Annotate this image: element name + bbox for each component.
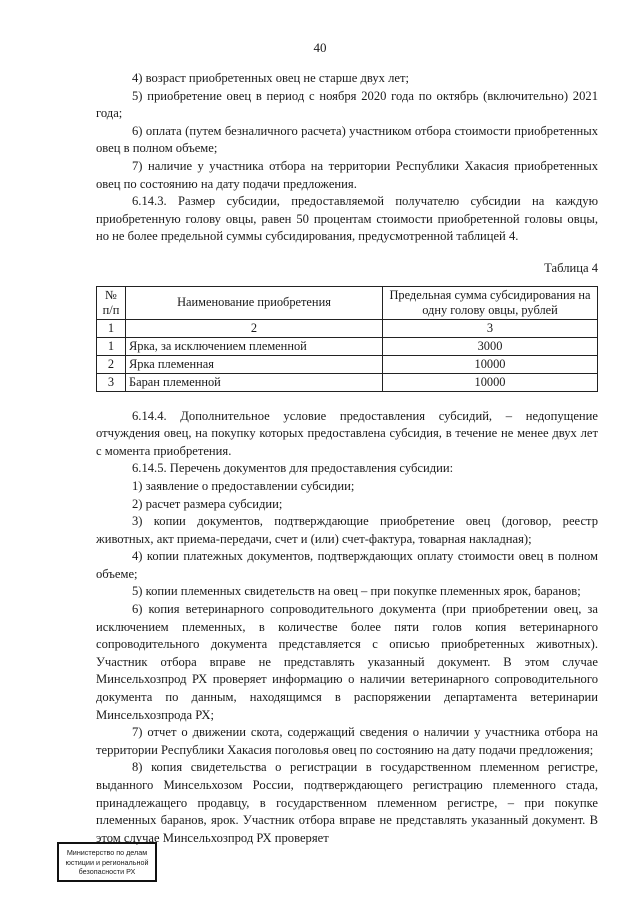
table-cell: Ярка племенная — [126, 355, 383, 373]
stamp-line: юстиции и региональной — [65, 857, 149, 867]
header-number: № п/п — [97, 286, 126, 319]
table-cell: Баран племенной — [126, 373, 383, 391]
paragraph: 6) копия ветеринарного сопроводительного документа (при приобретении овец, за исключением племенных, в количестве более пяти голов копия ветеринарного сопроводительного документа представляется с описью приобретенных животных). Участник отбора вправе не представлять указанный документ. В этом случае Минсельхозпрод РХ проверяет информацию о наличии ветеринарного сопроводительного документа по данным, находящимся в распоряжении департамента ветеринарии Минсельхозпрода РХ; — [96, 602, 598, 722]
paragraph: 5) приобретение овец в период с ноября 2020 года по октябрь (включительно) 2021 года; — [96, 88, 598, 121]
paragraph: 7) отчет о движении скота, содержащий сведения о наличии у участника отбора на территории Республики Хакасия поголовья овец по состоянию на дату подачи предложения; — [96, 725, 598, 757]
paragraph: 4) копии платежных документов, подтверждающих оплату стоимости овец в полном объеме; — [96, 549, 598, 581]
table-cell: 3 — [383, 319, 598, 337]
paragraph: 3) копии документов, подтверждающие приобретение овец (договор, реестр животных, акт приема-передачи, счет и (или) счет-фактура, товарная накладная); — [96, 514, 598, 546]
paragraph: 6.14.3. Размер субсидии, предоставляемой получателю субсидии на каждую приобретенную голову овцы, равен 50 процентам стоимости приобретенной головы овцы, но не более предельной суммы субсидирования, предусмотренной таблицей 4. — [96, 194, 598, 244]
document-body — [96, 70, 598, 847]
table-row — [97, 373, 598, 391]
paragraph: 4) возраст приобретенных овец не старше двух лет; — [132, 71, 409, 85]
table-cell: 2 — [126, 319, 383, 337]
table-header-row — [97, 286, 598, 319]
ministry-stamp — [57, 842, 157, 882]
stamp-line: Министерство по делам — [66, 848, 148, 857]
page-number: 40 — [313, 40, 327, 55]
stamp-line: безопасности РХ — [78, 867, 136, 877]
paragraph: 7) наличие у участника отбора на территории Республики Хакасия приобретенных овец по состоянию на дату подачи предложения. — [96, 158, 598, 191]
subsidy-table — [96, 286, 598, 392]
table-cell: 1 — [97, 319, 126, 337]
paragraph: 6.14.4. Дополнительное условие предоставления субсидий, – недопущение отчуждения овец, на покупку которых предоставлена субсидия, в течение не менее двух лет с момента приобретения. — [96, 408, 598, 458]
table-cell: 1 — [97, 337, 126, 355]
paragraph: 5) копии племенных свидетельств на овец – при покупке племенных ярок, баранов; — [132, 584, 581, 599]
table-row — [97, 355, 598, 373]
paragraph: 6) оплата (путем безналичного расчета) участником отбора стоимости приобретенных овец в полном объеме; — [96, 123, 598, 156]
table-row — [97, 337, 598, 355]
header-name: Наименование приобретения — [126, 286, 383, 319]
paragraph: 2) расчет размера субсидии; — [132, 496, 283, 511]
table-cell: 2 — [97, 355, 126, 373]
paragraph: 6.14.5. Перечень документов для предоставления субсидии: — [132, 461, 454, 476]
table-caption: Таблица 4 — [544, 260, 598, 275]
table-cell: Ярка, за исключением племенной — [126, 337, 383, 355]
table-cell: 3 — [97, 373, 126, 391]
table-cell: 3000 — [383, 337, 598, 355]
paragraph: 8) копия свидетельства о регистрации в государственном племенном регистре, выданного Минсельхозом России, подтверждающего регистрацию племенного стада, принадлежащего продавцу, в государственном племенном регистре, – при покупке племенных баранов, ярок. Участник отбора вправе не представлять указанный документ. В этом случае Минсельхозпрод РХ проверяет — [96, 760, 598, 845]
paragraph: 1) заявление о предоставлении субсидии; — [132, 478, 355, 493]
header-sum: Предельная сумма субсидирования на одну голову овцы, рублей — [383, 286, 598, 319]
table-colnum-row — [97, 319, 598, 337]
table-cell: 10000 — [383, 355, 598, 373]
table-cell: 10000 — [383, 373, 598, 391]
